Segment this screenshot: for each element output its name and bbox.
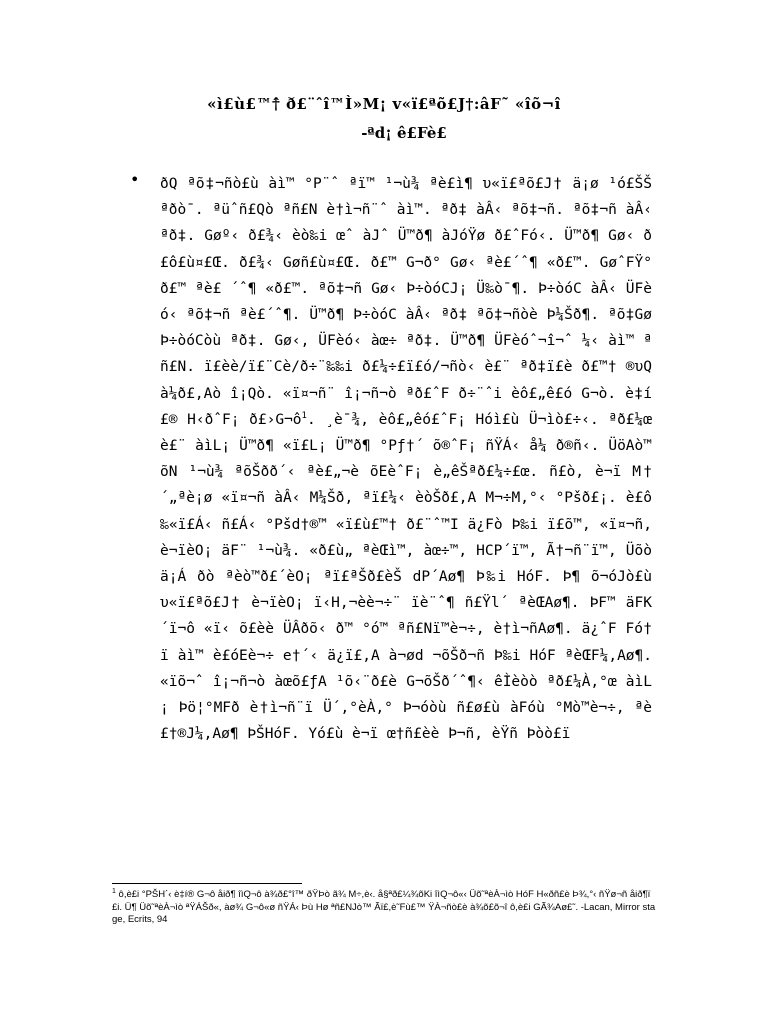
page-title: «ì£ù£™†̂ ð£¨ˆî™Ì»M¡ v«ï£ªõ£J†:âF˜ «îõ¬î: [207, 95, 561, 113]
footnote: [112, 889, 660, 927]
footnote-separator: [112, 883, 302, 884]
paragraph-text-part-2: . ¸è¯¾, èô£„êó£ˆF¡ Hóì£ù Ü¬ìò£÷‹. ªð£¼œè£¨ àìL¡ Ü™ð¶ «ï£L¡ Ü™ð¶ °Pƒ†´ õ®ˆF¡ ñŸÁ‹ å¼ ð®ñ‹. ÜöAò™ õN ¹¬ù¾ ªõŠðð´‹ ªè£„¬è õEèˆF¡ è„êŠªð£¼÷£œ. ñ£ò, è¬ï M† ´„ªè¡ø «ï¤¬ñ àÂ‹ M¼Šð, ªï£¼‹ èòŠð£‚A M¬÷M,°‹ °Pšð£¡. è£ô ‰«ï£Á‹ ñ£Á‹ °Pšd†®™ «ï£ù£™† ð£¨ˆ™I ä¿Fò Þ‰i ï£õ™, «ï¤¬ñ, è¬ïèO¡ äF¨ ¹¬ù¾. «ð£ù„ ªèŒì™, àœ÷™, HCP´ï™, Ã†¬ñ¨ï™, Üõò ä¡Á ðò ªèò™ð£´èO¡ ªï£ªŠð£èŠ dP´Aø¶ Þ‰i HóF. Þ¶ õ¬óJò£ù υ«ï£ªõ£J† è¬ïèO¡ ï‹H,¬èè¬÷¨ ïè¨ˆ¶ ñ£Ÿl´ ªèŒAø¶. ÞF™ äFK ´ï¬ô «ï‹ õ£èè ÜÂðõ‹ ð™ °ó™ ªñ£Nï™è¬÷, è†ì¬ñAø¶. ä¿ˆF Fó†ï àì™ è£óEè¬÷ e†´‹ ä¿ï£‚A à¬ød ¬õŠð¬ñ Þ‰i HóF ªèŒF¼‚Aø¶. «ïõ¬ˆ î¡¬ñ¬ò àœõ£ƒA ¹õ‹¨ð£è G¬õŠð´ˆ¶‹ êÌèòò ªð£¼À,°œ àìL¡ Þö¦°MFð è†ì¬ñ¨ï Ü´,°èÀ,° Þ¬óòù ñ£ø£ù àFóù °Mò™è¬÷, ªè£†®J¼,Aø¶ ÞŠHóF. Yó£ù è¬ï œ†ñ£èè Þ¬ñ, èŸñ Þòò£ï: [160, 411, 652, 743]
footnote-reference[interactable]: 1: [301, 411, 307, 421]
paragraph-text-part-1: ðQ ªõ‡¬ñò£ù àì™ °P¨ˆ ªï™ ¹¬ù¾ ªè£ì¶ υ«ï£ªõ£J† ä¡ø ¹ó£ŠŠ ªðò¯. ªüˆñ£Qò ªñ£N è†ì¬ñ¨ˆ àì™. ªð‡ àÂ‹ ªõ‡¬ñ. ªõ‡¬ñ àÂ‹ ªð‡. Gøº‹ ð£¾‹ èò‰i œˆ àJˆ Ü™ð¶ àJóŸø ð£ˆFó‹. Ü™ð¶ Gø‹ ð£ô£ù¤£Œ. ð£¾‹ Gøñ£ù¤£Œ. ð£™ G¬ð° Gø‹ ªè£´ˆ¶ «ð£™. GøˆFŸ° ð£™ ªè£ ´ˆ¶ «ð£™. ªõ‡¬ñ Gø‹ Þ÷òóCJ¡ Ü‰ò¯¶. Þ÷òóC àÂ‹ ÜFèó‹ ªõ‡¬ñ ªè£´ˆ¶. Ü™ð¶ Þ÷òóC àÂ‹ ªð‡ ªõ‡¬ñòè Þ¼Šð¶. ªõ‡Gø Þ÷òóCòù ªð‡. Gø‹, ÜFèó‹ àœ÷ ªð‡. Ü™ð¶ ÜFèóˆ¬î¬ˆ ¼‹ àì™ ªñ£N. ï£èè/ï£¨Cè/ð÷¨‰‰i ð£¼÷£ï£ó/¬ñò‹ è£¨ ªð‡ï£è ð£™† ®υQ à¼ð£‚Aò î¡Qò. «ï¤¬ñ¨ î¡¬ñ¬ò ªð£ˆF ð÷¨ˆi èô£„ê£ó G¬ò. è‡í£® H‹ðˆF¡ ð£›G¬ô: [160, 176, 652, 428]
footnote-text: ô,è£i °PŠH´‹ è‡í® G¬ô åið¶ îìQ¬ô à¾ð£°î™ ðŸÞò ã¾ M÷,è‹. å§ªð£¼¾õKi îìQ¬ô«‹ Üõ˜ªèÀ¬ìò HóF H«ðñ£è Þ¾,°‹ ñŸø¬ñ åið¶ï£i. Ü¶ Üõ˜ªèÀ¬ìò ªŸÁŠð«, àø¾ G¬ô«ø ñŸÁ‹ Þù Hø ªñ£NJò™ Ãï£,è˜Fù£™ ŸÀ¬ñò£è à¾õ£õ¬î ô,è£i GÃ¾Aø£˜. -Lacan, Mirror stage, Ecrits, 94: [112, 889, 656, 925]
author-name: -ªd¡ ê£Fè£: [361, 124, 447, 142]
body-paragraph: [160, 171, 652, 747]
bullet-marker: •: [130, 170, 140, 189]
footnote-mark: 1: [112, 887, 116, 895]
